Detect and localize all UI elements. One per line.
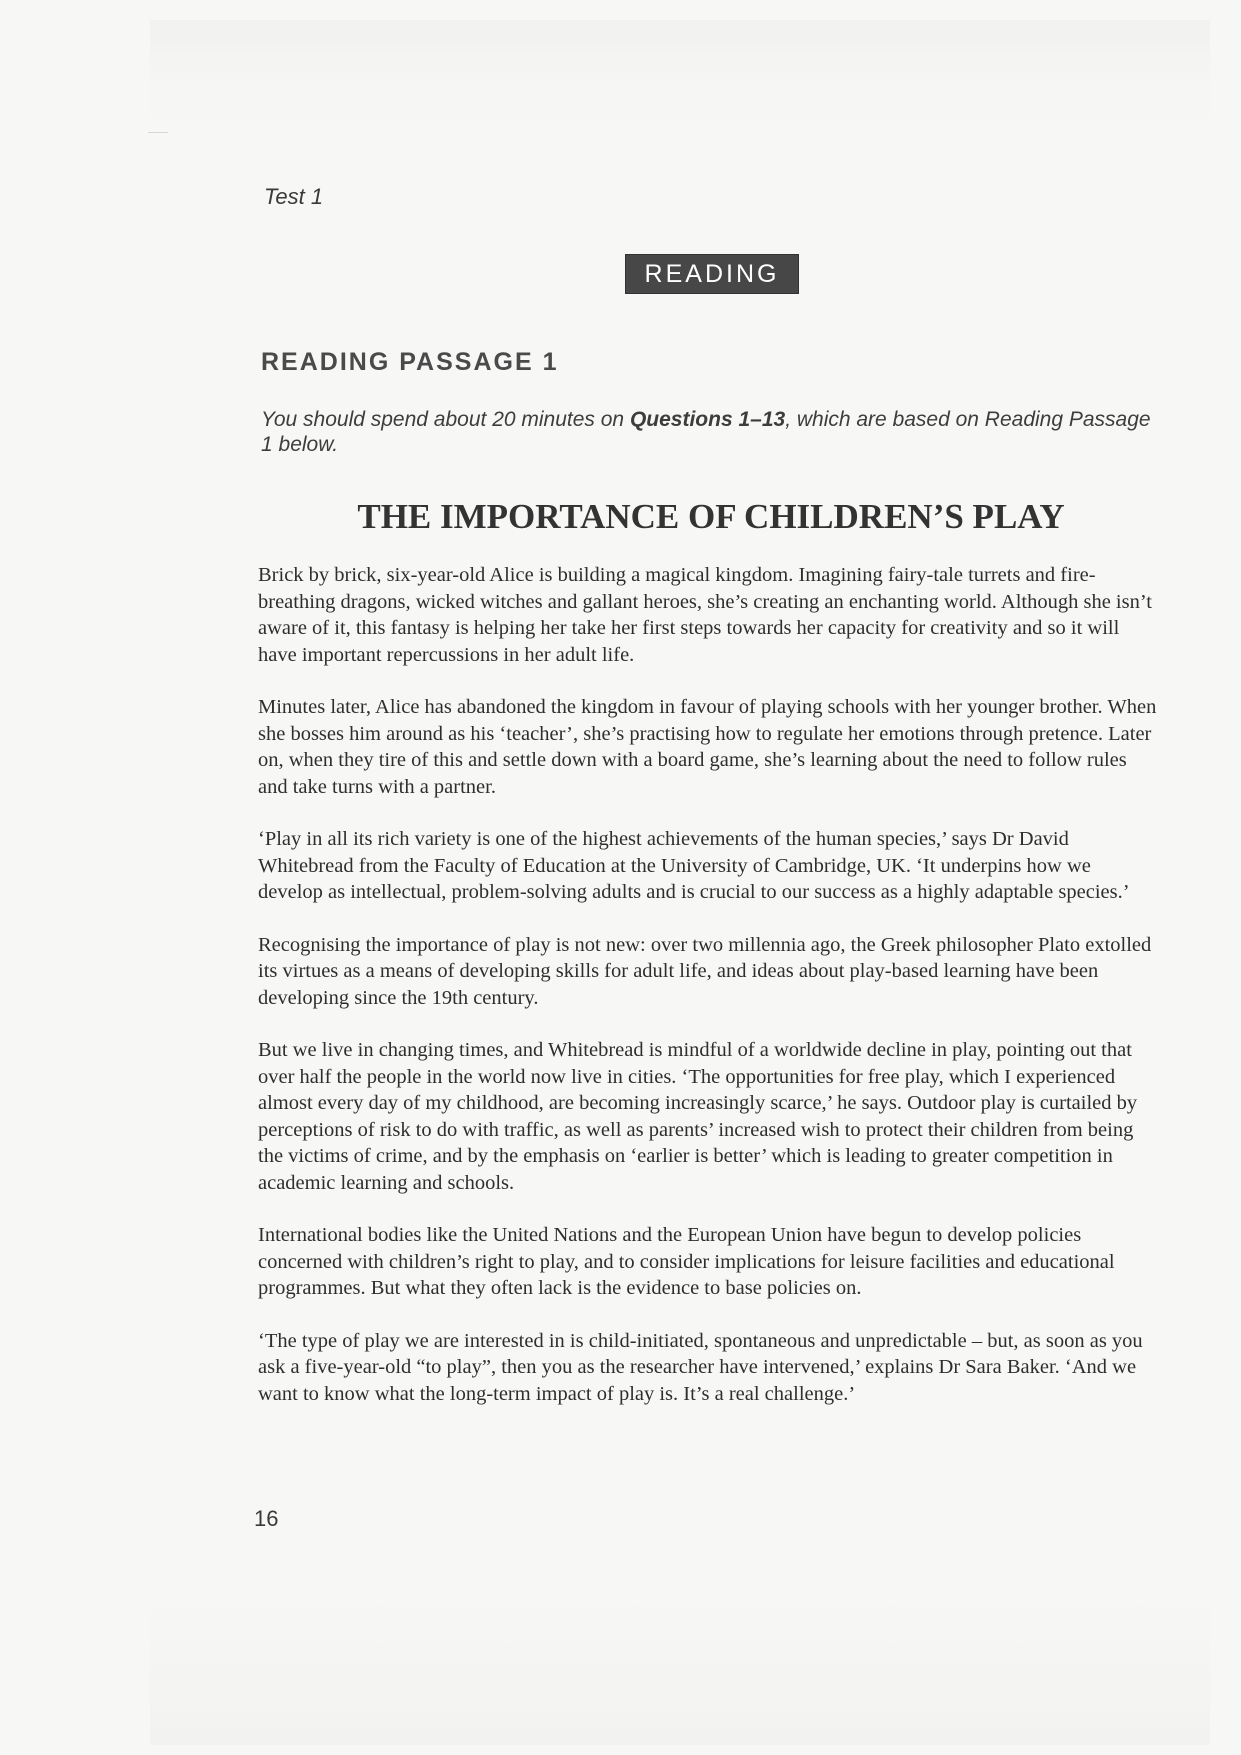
section-badge: READING — [625, 254, 799, 294]
instructions-suffix: , which are based on Reading Passage 1 below. — [261, 408, 1151, 456]
paragraph: Recognising the importance of play is not new: over two millennia ago, the Greek philosopher Plato extolled its virtues as a means of developing skills for adult life, and ideas about play-based learning have been developing since the 19th century. — [258, 933, 1152, 1009]
paragraph: Brick by brick, six-year-old Alice is building a magical kingdom. Imagining fairy-tale turrets and fire-breathing dragons, wicked witches and gallant heroes, she’s creating an enchanting world. Although she isn’t aware of it, this fantasy is helping her take her first steps towards her capacity for creativity and so it will have important repercussions in her adult life. — [258, 564, 1152, 666]
paragraph: International bodies like the United Nations and the European Union have begun to develop policies concerned with children’s right to play, and to consider implications for leisure facilities and educational programmes. But what they often lack is the evidence to base policies on. — [258, 1224, 1115, 1299]
instructions-prefix: You should spend about 20 minutes on — [261, 408, 630, 431]
paragraph: ‘The type of play we are interested in is child-initiated, spontaneous and unpredictable – but, as soon as you ask a five-year-old “to play”, then you as the researcher have intervened,’ explains Dr Sara Baker. ‘And we want to know what the long-term impact of play is. It’s a real challenge.’ — [258, 1329, 1143, 1405]
scan-shadow-bottom — [150, 1595, 1210, 1745]
article-body — [258, 562, 1158, 1433]
scan-shadow-top — [150, 20, 1210, 135]
paragraph: ‘Play in all its rich variety is one of the highest achievements of the human species,’ says Dr David Whitebread from the Faculty of Education at the University of Cambridge, UK. ‘It underpins how we develop as intellectual, problem-solving adults and is crucial to our success as a highly adaptable species.’ — [258, 828, 1130, 903]
test-label: Test 1 — [264, 184, 324, 209]
paragraph: But we live in changing times, and Whitebread is mindful of a worldwide decline in play, pointing out that over half the people in the world now live in cities. ‘The opportunities for free play, which I experienced almost every day of my childhood, are becoming increasingly scarce,’ he says. Outdoor play is curtailed by perceptions of risk to do with traffic, as well as parents’ increased wish to protect their children from being the victims of crime, and by the emphasis on ‘earlier is better’ which is leading to greater competition in academic learning and schools. — [258, 1039, 1138, 1194]
scan-edge-mark — [148, 132, 168, 133]
paragraph: Minutes later, Alice has abandoned the kingdom in favour of playing schools with her younger brother. When she bosses him around as his ‘teacher’, she’s practising how to regulate her emotions through pretence. Later on, when they tire of this and settle down with a board game, she’s learning about the need to follow rules and take turns with a partner. — [258, 696, 1157, 798]
article-title: THE IMPORTANCE OF CHILDREN’S PLAY — [357, 497, 1065, 536]
instructions-questions: Questions 1–13 — [629, 408, 786, 431]
instructions — [261, 407, 1161, 457]
page-number: 16 — [254, 1506, 279, 1531]
passage-heading: READING PASSAGE 1 — [261, 348, 559, 376]
